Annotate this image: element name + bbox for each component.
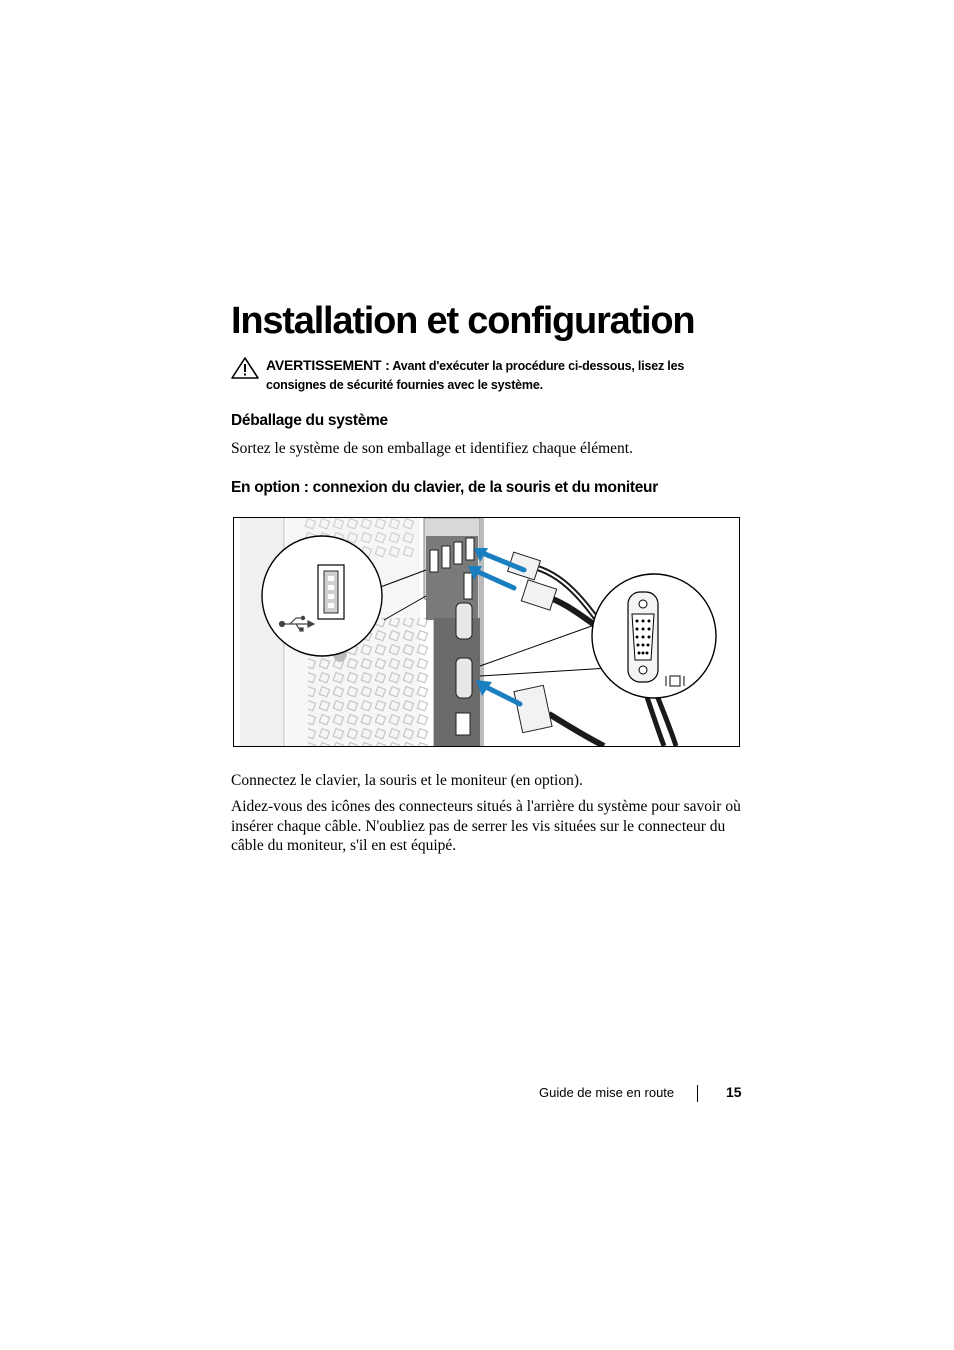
section-heading-unpacking: Déballage du système: [231, 412, 388, 429]
connect-paragraph: Connectez le clavier, la souris et le moniteur (en option).: [231, 772, 583, 789]
vga-port-icon: [628, 592, 658, 682]
instructions-paragraph: Aidez-vous des icônes des connecteurs situés à l'arrière du système pour savoir où insérer chaque câble. N'oubliez pas de serrer les vis situées sur le connecteur du câble du moniteur, s'il en est équipé.: [231, 798, 741, 854]
section-heading-peripherals: En option : connexion du clavier, de la souris et du moniteur: [231, 479, 658, 496]
page-number: 15: [726, 1084, 742, 1100]
footer-guide-title: Guide de mise en route: [539, 1085, 675, 1100]
warning-label: AVERTISSEMENT :: [266, 357, 390, 373]
warning-triangle-icon: [231, 357, 259, 379]
connection-illustration: [233, 517, 740, 747]
warning-note: [266, 356, 746, 394]
warning-text: Avant d'exécuter la procédure ci-dessous, lisez les consignes de sécurité fournies avec le système.: [266, 359, 685, 392]
footer-separator: [697, 1085, 698, 1102]
page-title: Installation et configuration: [231, 300, 695, 342]
usb-port-icon: [318, 565, 344, 619]
unpacking-paragraph: Sortez le système de son emballage et identifiez chaque élément.: [231, 440, 633, 457]
